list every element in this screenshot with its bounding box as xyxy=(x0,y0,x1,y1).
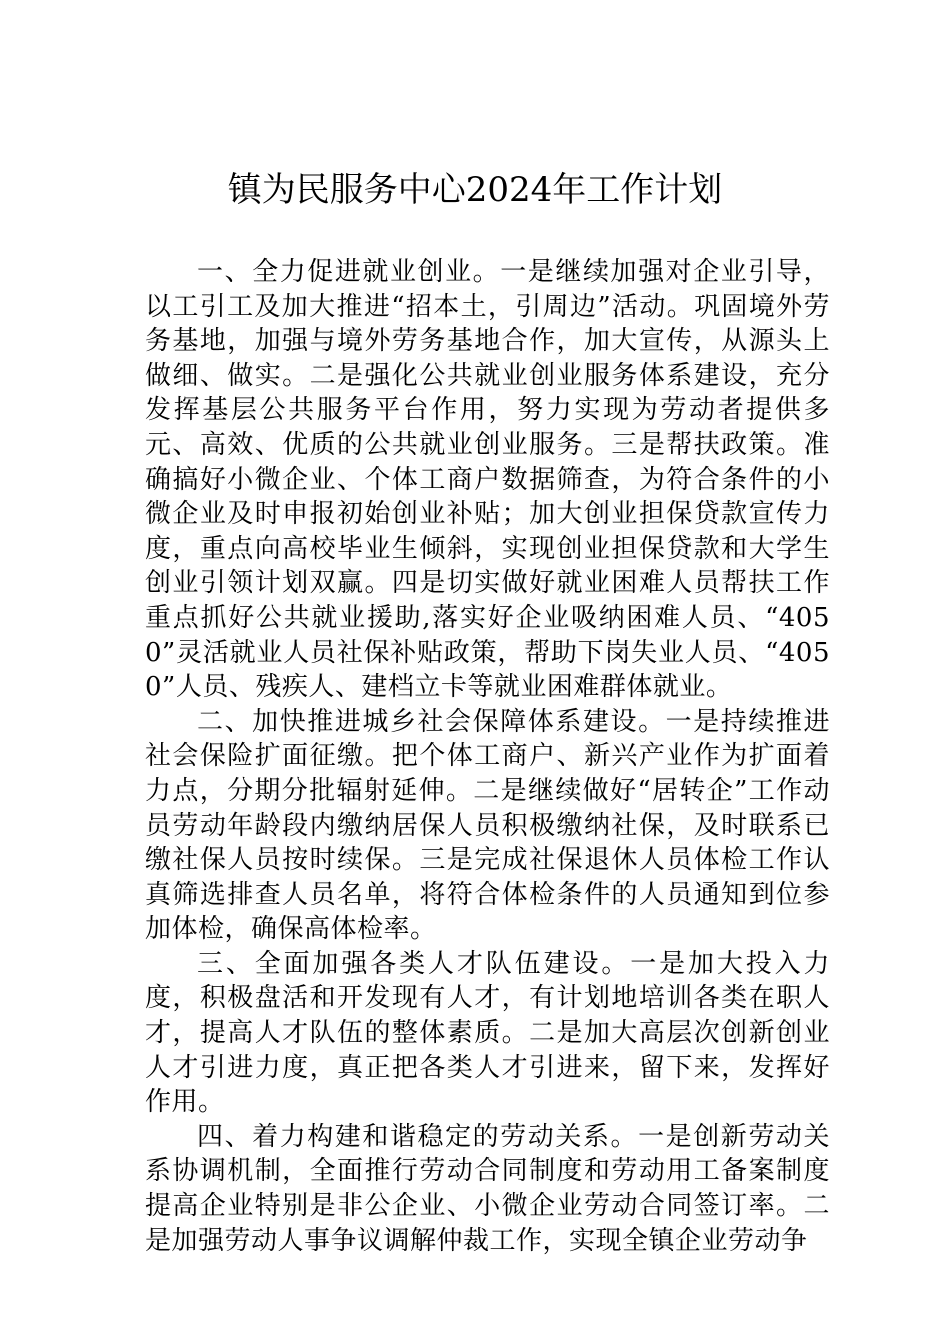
paragraph-labor-relations: 四、着力构建和谐稳定的劳动关系。一是创新劳动关系协调机制，全面推行劳动合同制度和劳动用工备案制度提高企业特别是非公企业、小微企业劳动合同签订率。二是加强劳动人事争议调解仲裁工作，实现全镇企业劳动争 xyxy=(145,1121,830,1256)
paragraph-social-security: 二、加快推进城乡社会保障体系建设。一是持续推进社会保险扩面征缴。把个体工商户、新兴产业作为扩面着力点，分期分批辐射延伸。二是继续做好“居转企”工作动员劳动年龄段内缴纳居保人员积极缴纳社保，及时联系已缴社保人员按时续保。三是完成社保退休人员体检工作认真筛选排查人员名单，将符合体检条件的人员通知到位参加体检，确保高体检率。 xyxy=(145,706,830,945)
paragraph-talent: 三、全面加强各类人才队伍建设。一是加大投入力度，积极盘活和开发现有人才，有计划地培训各类在职人才，提高人才队伍的整体素质。二是加大高层次创新创业人才引进力度，真正把各类人才引进来，留下来，发挥好作用。 xyxy=(145,948,830,1118)
document-body xyxy=(145,255,830,1258)
paragraph-employment: 一、全力促进就业创业。一是继续加强对企业引导，以工引工及加大推进“招本土，引周边”活动。巩固境外劳务基地，加强与境外劳务基地合作，加大宣传，从源头上做细、做实。二是强化公共就业创业服务体系建设，充分发挥基层公共服务平台作用，努力实现为劳动者提供多元、高效、优质的公共就业创业服务。三是帮扶政策。准确搞好小微企业、个体工商户数据筛查，为符合条件的小微企业及时申报初始创业补贴；加大创业担保贷款宣传力度，重点向高校毕业生倾斜，实现创业担保贷款和大学生创业引领计划双赢。四是切实做好就业困难人员帮扶工作重点抓好公共就业援助,落实好企业吸纳困难人员、“4050”灵活就业人员社保补贴政策，帮助下岗失业人员、“4050”人员、残疾人、建档立卡等就业困难群体就业。 xyxy=(145,257,830,703)
document-title: 镇为民服务中心2024年工作计划 xyxy=(227,170,723,210)
